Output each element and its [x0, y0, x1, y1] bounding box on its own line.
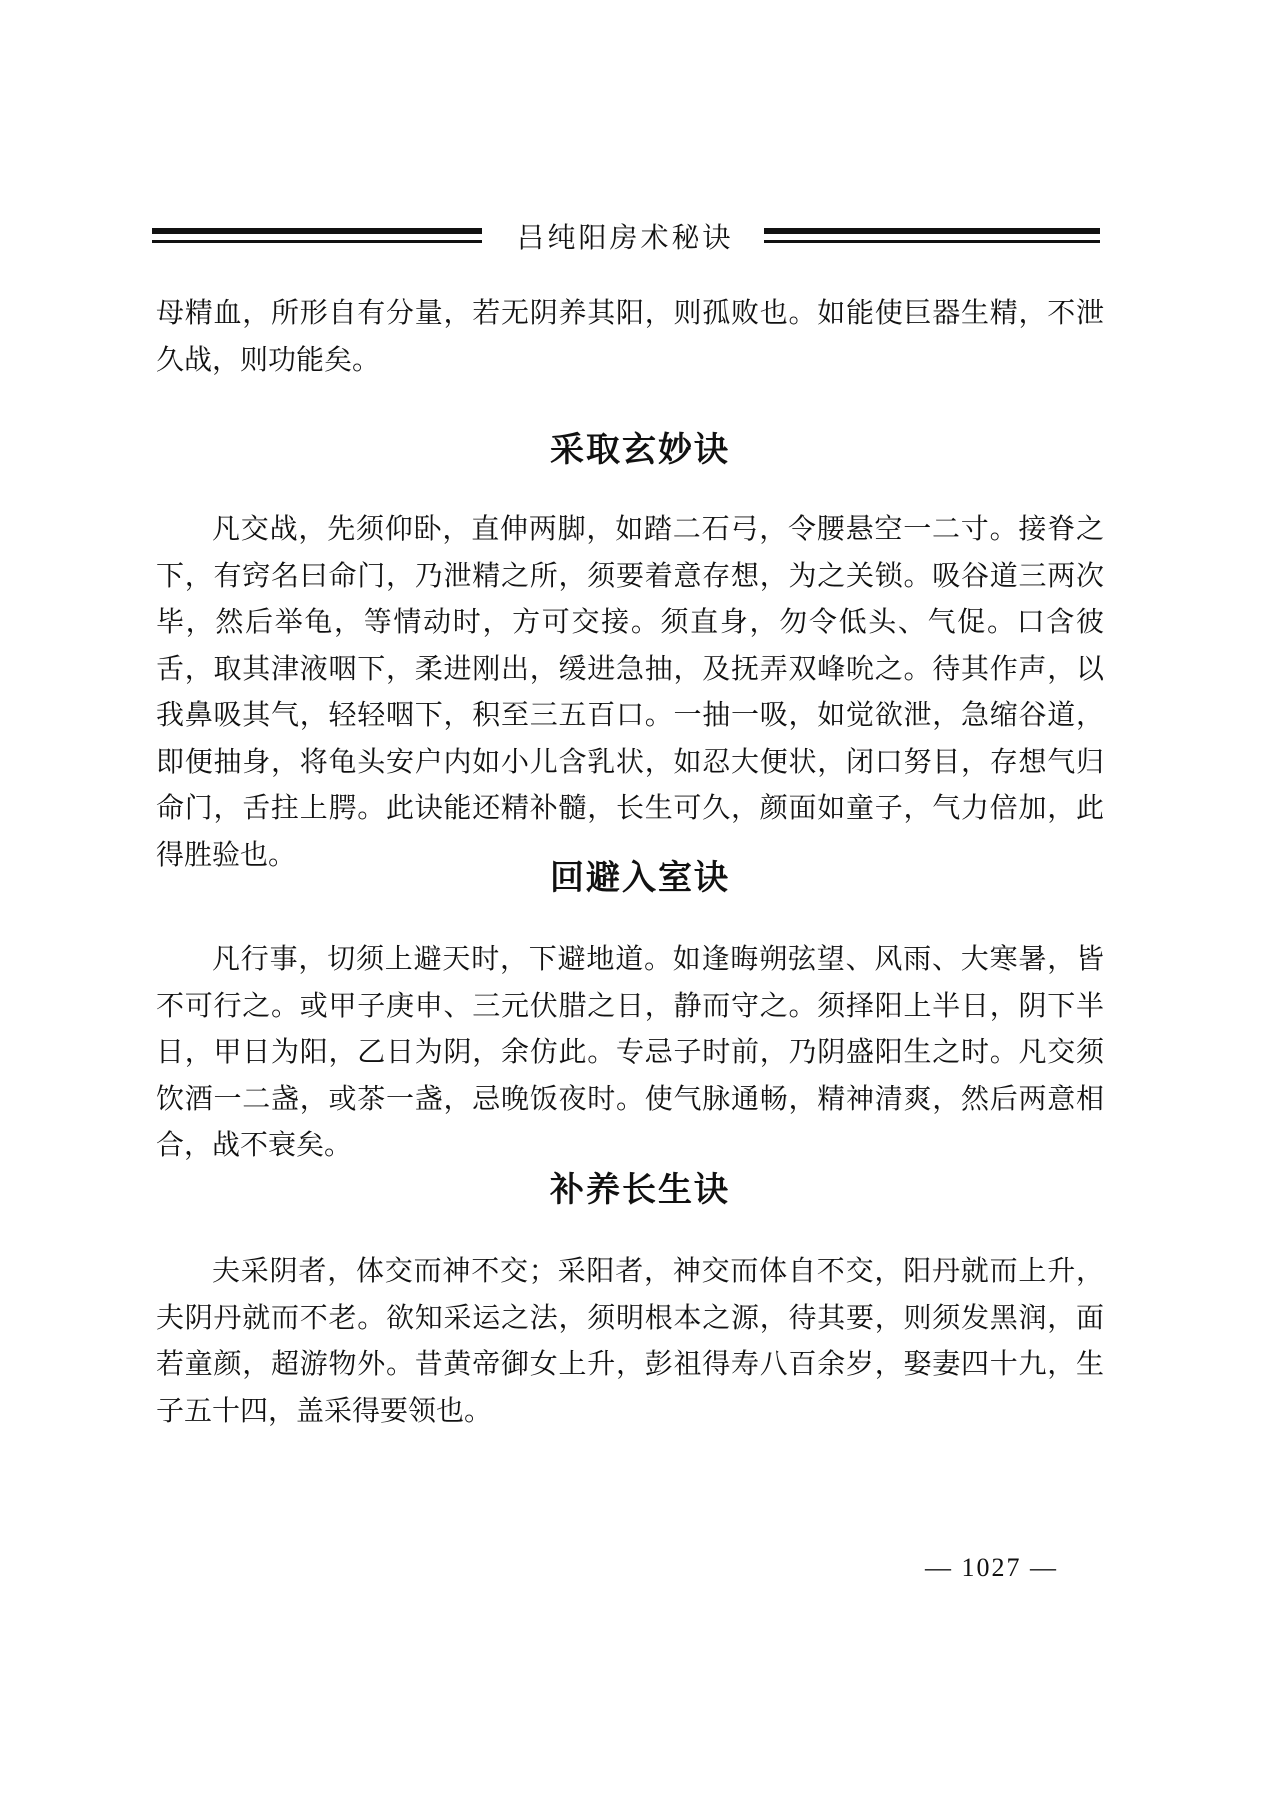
section-paragraph-caiqu: 凡交战，先须仰卧，直伸两脚，如踏二石弓，令腰悬空一二寸。接脊之下，有窍名曰命门，乃泄精之所，须要着意存想，为之关锁。吸谷道三两次毕，然后举龟，等情动时，方可交接。须直身，勿令低头、气促。口含彼舌，取其津液咽下，柔进刚出，缓进急抽，及抚弄双峰吮之。待其作声，以我鼻吸其气，轻轻咽下，积至三五百口。一抽一吸，如觉欲泄，急缩谷道，即便抽身，将龟头安户内如小儿含乳状，如忍大便状，闭口努目，存想气归命门，舌拄上腭。此诀能还精补髓，长生可久，颜面如童子，气力倍加，此得胜验也。 [156, 512, 1104, 871]
section-heading-huibi: 回避入室诀 [550, 858, 730, 898]
continued-paragraph: 母精血，所形自有分量，若无阴养其阳，则孤败也。如能使巨器生精，不泄久战，则功能矣。 [156, 296, 1104, 376]
page-number: — 1027 — [925, 1553, 1058, 1582]
section-paragraph-huibi: 凡行事，切须上避天时，下避地道。如逢晦朔弦望、风雨、大寒暑，皆不可行之。或甲子庚申、三元伏腊之日，静而守之。须择阳上半日，阴下半日，甲日为阳，乙日为阴，余仿此。专忌子时前，乃阴盛阳生之时。凡交须饮酒一二盏，或茶一盏，忌晚饭夜时。使气脉通畅，精神清爽，然后两意相合，战不衰矣。 [156, 942, 1104, 1161]
header-rule-right [764, 228, 1100, 250]
running-header [152, 218, 1100, 258]
section-heading-buyang: 补养长生诀 [550, 1170, 730, 1210]
section-paragraph-buyang: 夫采阴者，体交而神不交；采阳者，神交而体自不交，阳丹就而上升，夫阴丹就而不老。欲知采运之法，须明根本之源，待其要，则须发黑润，面若童颜，超游物外。昔黄帝御女上升，彭祖得寿八百余岁，娶妻四十九，生子五十四，盖采得要领也。 [156, 1254, 1104, 1427]
section-heading-caiqu: 采取玄妙诀 [550, 430, 730, 470]
header-rule-left [152, 228, 482, 250]
book-title: 吕纯阳房术秘诀 [516, 221, 734, 254]
